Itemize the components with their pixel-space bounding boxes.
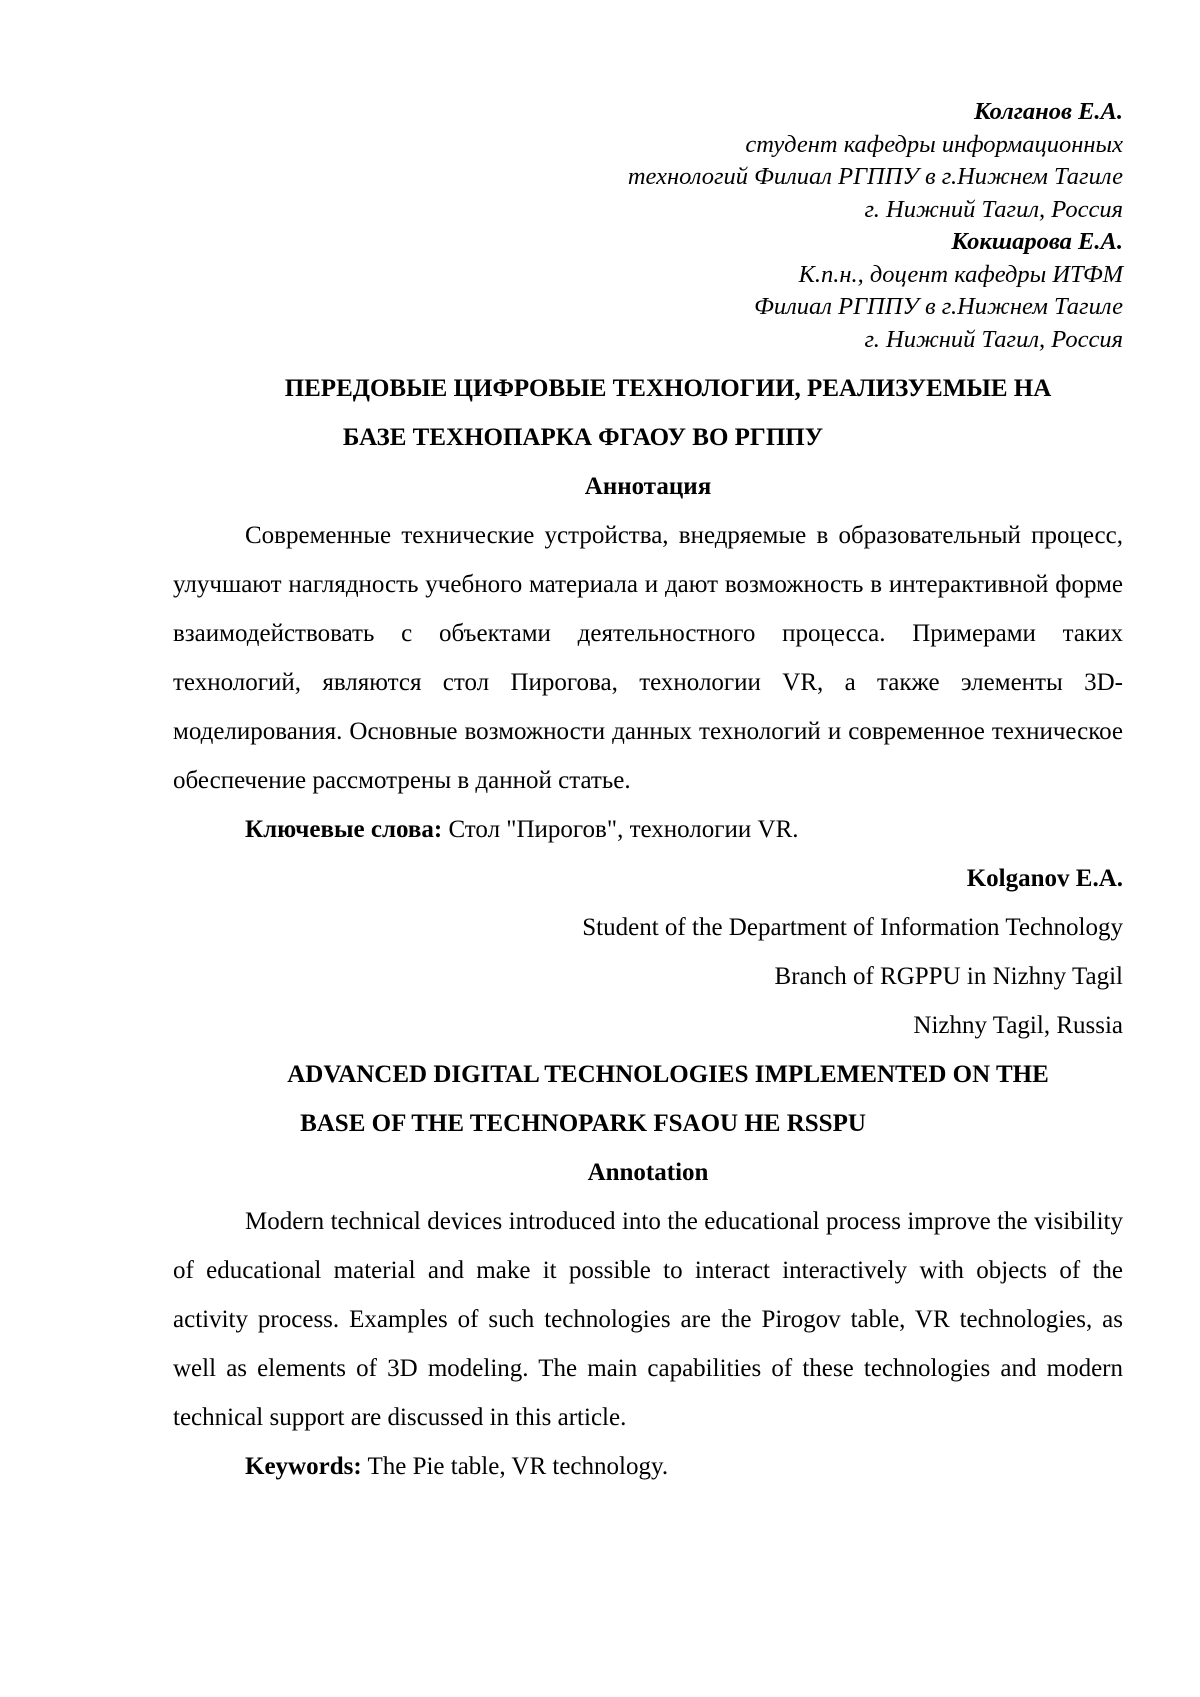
ru-keywords-label: Ключевые слова: xyxy=(245,816,443,843)
en-title xyxy=(173,1050,1123,1148)
ru-author2-line1: К.п.н., доцент кафедры ИТФМ xyxy=(798,260,1123,288)
en-keywords-label: Keywords: xyxy=(245,1453,362,1480)
en-author-line1: Student of the Department of Information Technology xyxy=(582,914,1123,941)
en-title-line1: ADVANCED DIGITAL TECHNOLOGIES IMPLEMENTED ON THE xyxy=(287,1061,1049,1088)
ru-author1-line3: г. Нижний Тагил, Россия xyxy=(864,195,1123,223)
en-annotation-heading: Annotation xyxy=(587,1159,709,1186)
document-page xyxy=(173,96,1123,1491)
ru-author2-name: Кокшарова Е.А. xyxy=(951,228,1123,255)
ru-keywords-text: Стол "Пирогов", технологии VR. xyxy=(442,816,799,843)
ru-title-line1: ПЕРЕДОВЫЕ ЦИФРОВЫЕ ТЕХНОЛОГИИ, РЕАЛИЗУЕМЫЕ НА xyxy=(284,375,1052,402)
ru-author1-name: Колганов Е.А. xyxy=(973,98,1123,125)
en-keywords-text: The Pie table, VR technology. xyxy=(361,1453,669,1480)
ru-author-block xyxy=(173,96,1123,356)
ru-annotation-text: Современные технические устройства, внедряемые в образовательный процесс, улучшают наглядность учебного материала и дают возможность в интерактивной форме взаимодействовать с объектами деятельностного процесса. Примерами таких технологий, являются стол Пирогова, технологии VR, а также элементы 3D-моделирования. Основные возможности данных технологий и современное техническое обеспечение рассмотрены в данной статье. xyxy=(173,522,1123,794)
ru-author1-line2: технологий Филиал РГППУ в г.Нижнем Тагиле xyxy=(627,163,1123,190)
en-annotation-text: Modern technical devices introduced into the educational process improve the visibility of educational material and make it possible to interact interactively with objects of the activity process. Examples of such technologies are the Pirogov table, VR technologies, as well as elements of 3D modeling. The main capabilities of these technologies and modern technical support are discussed in this article. xyxy=(173,1208,1123,1431)
ru-keywords xyxy=(173,805,1123,854)
ru-title-line2: БАЗЕ ТЕХНОПАРКА ФГАОУ ВО РГППУ xyxy=(342,424,824,451)
ru-title xyxy=(173,364,1123,462)
ru-author1-line1: студент кафедры информационных xyxy=(745,130,1123,158)
en-author-line3: Nizhny Tagil, Russia xyxy=(913,1012,1123,1039)
en-author-name: Kolganov E.A. xyxy=(966,865,1123,892)
en-keywords xyxy=(173,1442,1123,1491)
en-author-block xyxy=(173,854,1123,1050)
en-title-line2: BASE OF THE TECHNOPARK FSAOU HE RSSPU xyxy=(300,1110,866,1137)
en-author-line2: Branch of RGPPU in Nizhny Tagil xyxy=(774,963,1123,990)
ru-author2-line3: г. Нижний Тагил, Россия xyxy=(864,325,1123,353)
ru-author2-line2: Филиал РГППУ в г.Нижнем Тагиле xyxy=(754,293,1123,320)
ru-annotation-heading: Аннотация xyxy=(584,473,712,500)
